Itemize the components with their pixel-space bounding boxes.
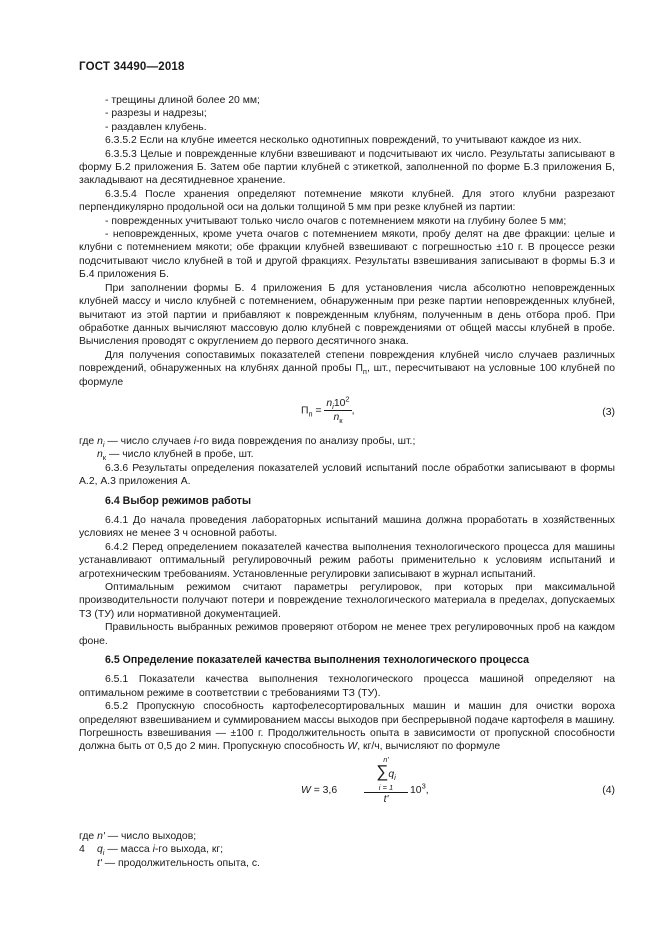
paragraph-6-3-6: 6.3.6 Результаты определения показателей условий испытаний после обработки записывают в формы А.2, А.3 приложения А.: [79, 462, 615, 488]
paragraph-form-b4: При заполнении формы Б. 4 приложения Б для установления числа абсолютно неповрежденных клубней массу и число клубней с потемнением, обнаруженным при резке партии неповрежденных клубней, вычитают из этой партии и прибавляют к поврежденным клубням, полученным в день отбора проб. При обработке данных вычисляют массовую долю клубней с повреждениями от общей массы клубней в пробе. Вычисления проводят с округлением до первого десятичного знака.: [79, 282, 615, 348]
formula-3-expression: $П_п$ = $\frac{n_i10^2}{n_к}$ ,: [301, 394, 355, 426]
formula-4-legend-line: t' — продолжительность опыта, с.: [97, 857, 260, 869]
paragraph-damaged: - поврежденных учитывают только число очагов с потемнением мякоти на глубину более 5 мм;: [105, 215, 567, 227]
section-heading-6-4: 6.4 Выбор режимов работы: [105, 494, 252, 507]
page-body: [79, 94, 615, 870]
section-heading-6-5: 6.5 Определение показателей качества выполнения технологического процесса: [105, 654, 530, 667]
formula-4-multiplier: $10^3$,: [410, 781, 429, 796]
paragraph-comparable: Для получения сопоставимых показателей степени повреждения клубней число случаев различных повреждений, обнаруженных на клубнях данной пробы $П_п$, шт., пересчитывают на условные 100 клубней по формуле: [79, 349, 616, 388]
formula-3-legend-line: $n_к$ — число клубней в пробе, шт.: [97, 449, 254, 463]
document-header: ГОСТ 34490—2018: [79, 61, 185, 73]
formula-4-lhs: W = 3,6: [301, 784, 338, 796]
formula-3: [79, 391, 615, 433]
paragraph-6-5-2: 6.5.2 Пропускную способность картофелесортировальных машин и машин для очистки вороха определяют взвешиванием и суммированием массы выходов при беспрерывной подаче картофеля в машину. Погрешность взвешивания — ±100 г. Продолжительность опыта в зависимости от пропускной способности должна быть от 0,5 до 2 мин. Пропускную способность W, кг/ч, вычисляют по формуле: [79, 701, 615, 753]
page-number: 4: [79, 843, 85, 855]
formula-4-number: (4): [602, 784, 615, 796]
formula-4-fraction: n' $\sum q_i$ i = 1 t': [364, 756, 408, 806]
paragraph-6-3-5-2: 6.3.5.2 Если на клубне имеется несколько однотипных повреждений, то учитывают каждое из них.: [105, 135, 582, 147]
formula-3-number: (3): [602, 406, 615, 418]
paragraph-correct: Правильность выбранных режимов проверяют отбором не менее трех регулировочных проб на каждом фоне.: [79, 622, 615, 647]
paragraph-6-3-5-4: 6.3.5.4 После хранения определяют потемнение мякоти клубней. Для этого клубни разрезают перпендикулярно продольной оси на дольки толщиной 5 мм при резке клубней из партии:: [79, 188, 615, 214]
formula-3-fraction: $\frac{n_i10^2}{n_к}$: [326, 394, 350, 426]
paragraph-6-5-1: 6.5.1 Показатели качества выполнения технологического процесса машиной определяют на оптимальном режиме в соответствии с требованиями ТЗ (ТУ).: [79, 674, 615, 699]
paragraph-6-4-2: 6.4.2 Перед определением показателей качества выполнения технологического процесса для машины устанавливают оптимальный регулировочный режим работы применительно к условиям испытаний и агротехническим требованиям. Установленные регулировки записывают в журнал испытаний.: [79, 541, 615, 580]
list-item: - раздавлен клубень.: [105, 121, 207, 133]
paragraph-6-3-5-3: 6.3.5.3 Целые и поврежденные клубни взвешивают и подсчитывают их число. Результаты записывают в форму Б.2 приложения Б. Затем обе партии клубней с этикеткой, заполненной по форме Б.3 приложения Б, закладывают на десятидневное хранение.: [79, 148, 615, 187]
formula-4: [79, 756, 615, 828]
paragraph-optimal: Оптимальным режимом считают параметры регулировок, при которых при максимальной производительности получают потери и повреждение технологического материала в пределах, допускаемых ТЗ (ТУ) или нормативной документацией.: [79, 582, 615, 620]
paragraph-6-4-1: 6.4.1 До начала проведения лабораторных испытаний машина должна проработать в хозяйственных условиях не менее 3 ч основной работы.: [79, 514, 615, 540]
list-item: - трещины длиной более 20 мм;: [105, 95, 260, 106]
formula-4-legend-line: $q_i$ — масса i-го выхода, кг;: [97, 844, 224, 858]
list-item: - разрезы и надрезы;: [105, 108, 207, 120]
formula-3-legend-line: где $n_i$ — число случаев i-го вида повреждения по анализу пробы, шт.;: [79, 435, 416, 450]
paragraph-undamaged: - неповрежденных, кроме учета очагов с потемнением мякоти, пробу делят на две фракции: целые и клубни с потемнением мякоти; обе фракции клубней взвешивают с погрешностью ±10 г. В процессе резки подсчитывают число клубней в той и другой фракциях. Результаты взвешивания записывают в формы Б.3 и Б.4 приложения Б.: [79, 229, 615, 281]
formula-4-legend-line: где n' — число выходов;: [79, 830, 197, 842]
